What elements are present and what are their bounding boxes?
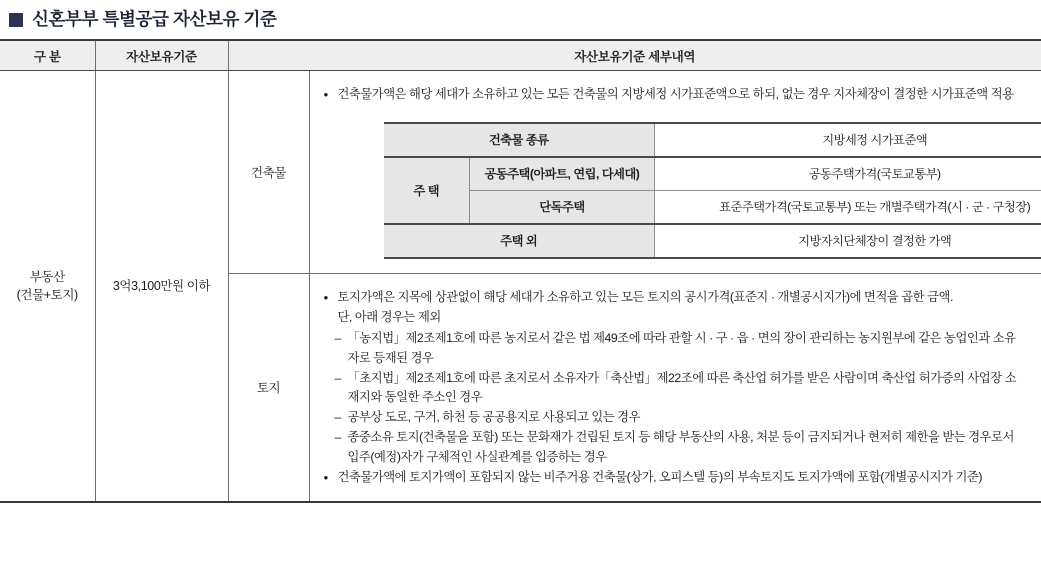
land-exclusion-2: – 「초지법」제2조제1호에 따른 초지로서 소유자가「축산법」제22조에 따른 축산업 허가를 받은 사람이며 축산업 허가증의 사업장 소재지와 동일한 주소인 경우 xyxy=(335,369,1026,409)
category-line-2: (건물+토지) xyxy=(16,287,78,302)
building-inner-table-wrapper xyxy=(310,118,1041,273)
inner-row-apartment xyxy=(384,157,1041,191)
building-type-table xyxy=(384,122,1041,259)
inner-header-type: 건축물 종류 xyxy=(384,123,655,157)
table-header-row xyxy=(0,40,1041,71)
inner-subtype-apartment: 공동주택(아파트, 연립, 다세대) xyxy=(470,157,655,191)
sub-body-building xyxy=(309,71,1041,273)
header-detail: 자산보유기준 세부내역 xyxy=(228,40,1041,71)
cell-detail xyxy=(228,71,1041,502)
header-gubun: 구 분 xyxy=(0,40,95,71)
inner-header-row xyxy=(384,123,1041,157)
category-line-1: 부동산 xyxy=(29,269,65,284)
sub-row-building xyxy=(229,71,1041,273)
land-exclusion-3: – 공부상 도로, 구거, 하천 등 공공용지로 사용되고 있는 경우 xyxy=(335,408,1026,428)
land-bullet-1-line-1: 토지가액은 지목에 상관없이 해당 세대가 소유하고 있는 모든 토지의 공시가격(표준지 · 개별공시지가)에 면적을 곱한 금액. xyxy=(337,289,953,304)
inner-value-detached: 표준주택가격(국토교통부) 또는 개별주택가격(시 · 군 · 구청장) xyxy=(655,190,1041,224)
table-row xyxy=(0,71,1041,502)
land-bullet-1-line-2: 단, 아래 경우는 제외 xyxy=(337,309,441,324)
inner-header-value: 지방세정 시가표준액 xyxy=(655,123,1041,157)
cell-asset-limit: 3억3,100만원 이하 xyxy=(95,71,228,502)
inner-row-non-housing xyxy=(384,224,1041,258)
land-exclusion-4: – 종중소유 토지(건축물을 포함) 또는 문화재가 건립된 토지 등 해당 부동산의 사용, 처분 등이 금지되거나 현저히 제한을 받는 경우로서 입주(예정)자가 구체적인 사실관계를 입증하는 경우 xyxy=(335,428,1026,468)
inner-row-detached xyxy=(384,190,1041,224)
building-bullet-list xyxy=(310,71,1041,118)
land-bullet-1 xyxy=(324,288,1026,328)
title-bullet-icon xyxy=(9,13,23,27)
inner-label-non-housing: 주택 외 xyxy=(384,224,655,258)
sub-label-building: 건축물 xyxy=(229,71,310,273)
inner-subtype-detached: 단독주택 xyxy=(470,190,655,224)
header-standard: 자산보유기준 xyxy=(95,40,228,71)
page-title-text: 신혼부부 특별공급 자산보유 기준 xyxy=(32,9,277,30)
sub-label-land: 토지 xyxy=(229,273,310,501)
detail-sub-table xyxy=(229,71,1041,501)
building-bullet-1: ● 건축물가액은 해당 세대가 소유하고 있는 모든 건축물의 지방세정 시가표준액으로 하되, 없는 경우 지자체장이 결정한 시가표준액 적용 xyxy=(324,85,1026,105)
land-exclusion-1: – 「농지법」제2조제1호에 따른 농지로서 같은 법 제49조에 따라 관할 시 · 구 · 읍 · 면의 장이 관리하는 농지원부에 같은 농업인과 소유자로 등재된 경우 xyxy=(335,329,1026,369)
inner-value-apartment: 공동주택가격(국토교통부) xyxy=(655,157,1041,191)
inner-value-non-housing: 지방자치단체장이 결정한 가액 xyxy=(655,224,1041,258)
land-bullet-2: ● 건축물가액에 토지가액이 포함되지 않는 비주거용 건축물(상가, 오피스텔 등)의 부속토지도 토지가액에 포함(개별공시지가 기준) xyxy=(324,468,1026,488)
inner-group-housing: 주 택 xyxy=(384,157,470,224)
page-title xyxy=(0,0,1041,39)
sub-body-land xyxy=(309,273,1041,501)
sub-row-land xyxy=(229,273,1041,501)
asset-criteria-table xyxy=(0,39,1041,503)
cell-category xyxy=(0,71,95,502)
land-bullet-list xyxy=(310,274,1041,501)
